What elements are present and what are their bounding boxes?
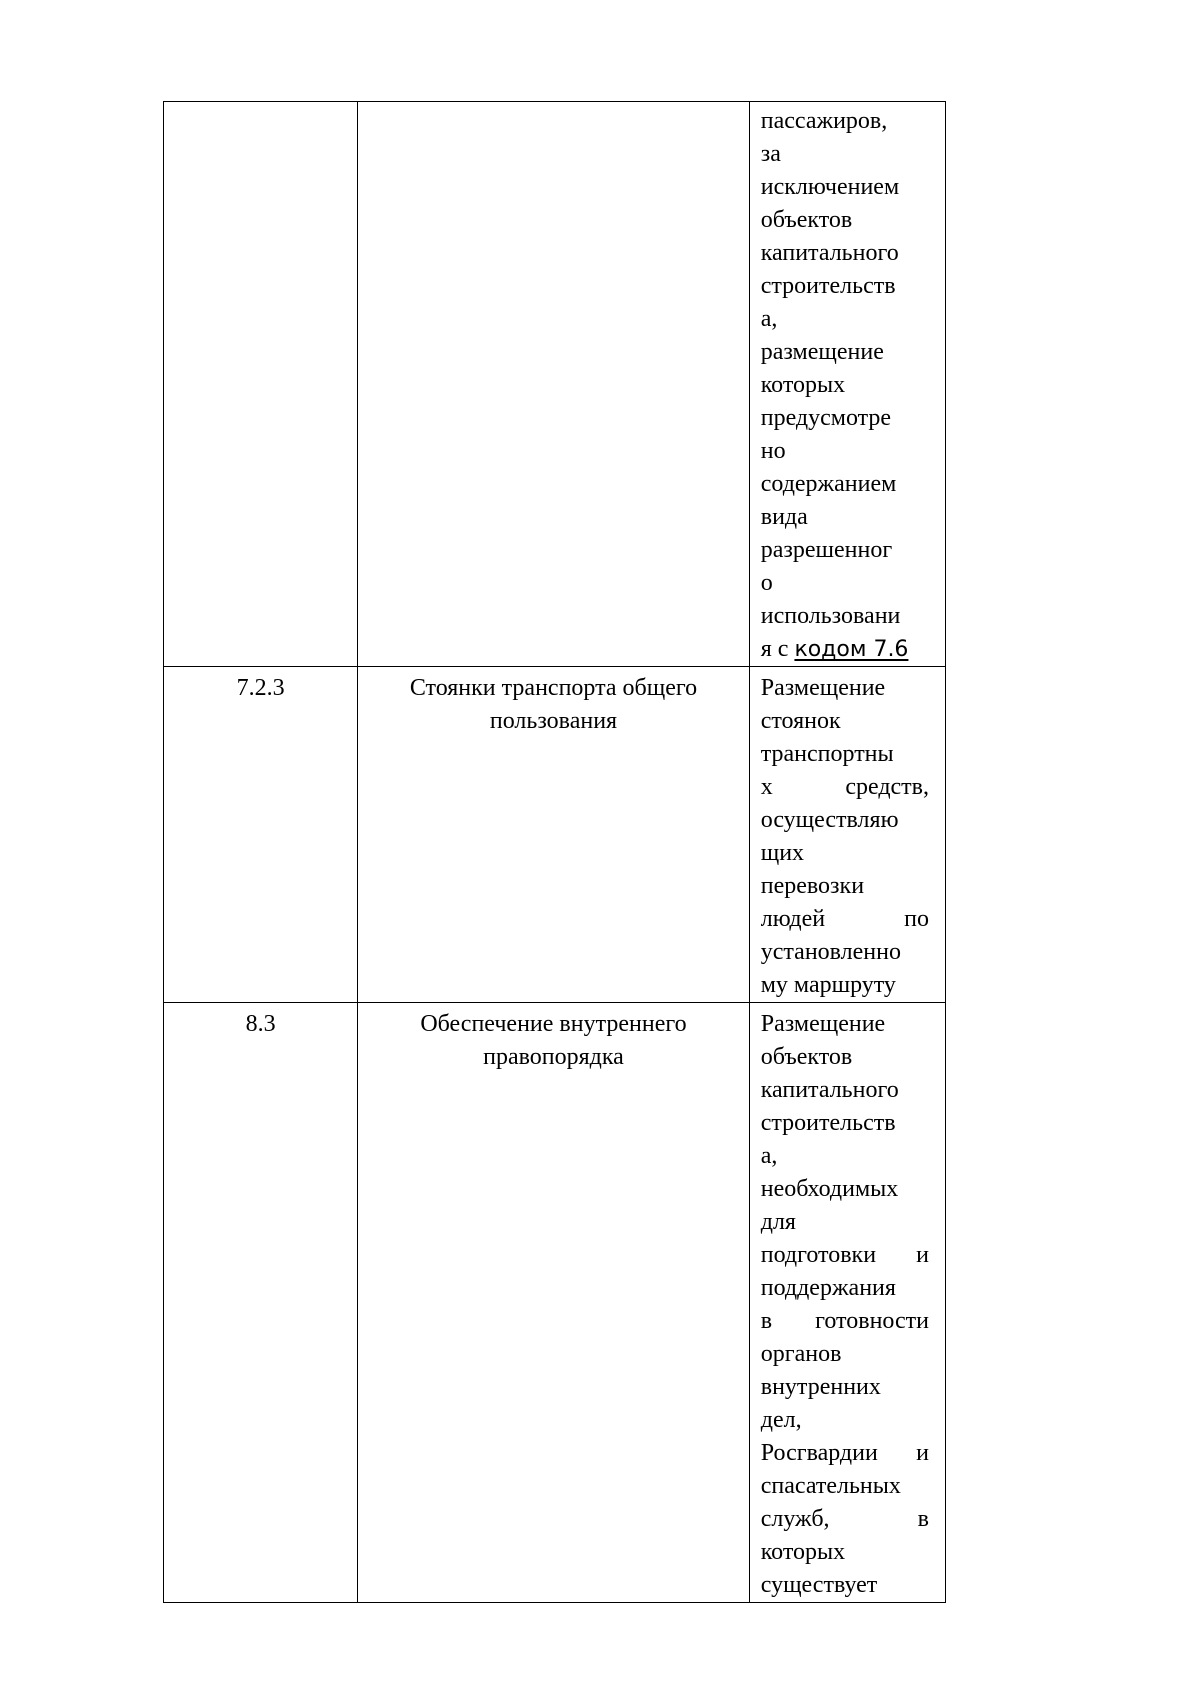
description-cell xyxy=(749,1003,945,1603)
description-line: которых xyxy=(760,372,846,398)
description-line: Росгвардии и xyxy=(760,1440,929,1466)
description-line-last xyxy=(761,633,929,666)
description-line: перевозки xyxy=(760,873,865,899)
description-line: необходимых xyxy=(760,1176,899,1202)
name-cell xyxy=(358,102,750,667)
description-line: о xyxy=(760,570,773,596)
description-line: Размещение xyxy=(760,1011,886,1037)
description-text xyxy=(750,667,945,1002)
description-line: му маршруту xyxy=(760,972,896,998)
description-line: стоянок xyxy=(760,708,841,734)
table-row xyxy=(164,1003,946,1603)
description-line: Размещение xyxy=(760,675,886,701)
name-text: Стоянки транспорта общего пользования xyxy=(409,675,698,734)
description-line: для xyxy=(760,1209,796,1235)
description-line: капитального xyxy=(760,1077,899,1103)
name-cell xyxy=(358,667,750,1003)
code-text: 8.3 xyxy=(245,1011,276,1037)
description-line: транспортны xyxy=(760,741,894,767)
description-line: а, xyxy=(760,306,778,332)
description-line: в готовности xyxy=(760,1308,929,1334)
description-line: использовани xyxy=(760,603,901,629)
description-line: за xyxy=(760,141,781,167)
description-line: существует xyxy=(760,1572,878,1598)
table-row xyxy=(164,667,946,1003)
code-reference-link[interactable]: кодом 7.6 xyxy=(794,637,909,662)
code-text: 7.2.3 xyxy=(236,675,285,701)
description-line: установленно xyxy=(760,939,901,965)
description-line: спасательных xyxy=(760,1473,901,1499)
description-line: предусмотре xyxy=(760,405,892,431)
description-line: размещение xyxy=(760,339,884,365)
description-line: исключением xyxy=(760,174,900,200)
description-line: поддержания xyxy=(760,1275,896,1301)
description-line: содержанием xyxy=(760,471,897,497)
description-text xyxy=(750,1003,945,1602)
description-line: объектов xyxy=(760,1044,853,1070)
description-line: служб, в xyxy=(760,1506,929,1532)
description-line: осуществляю xyxy=(760,807,899,833)
description-line: органов xyxy=(760,1341,842,1367)
description-line: вида xyxy=(760,504,808,530)
description-cell xyxy=(749,102,945,667)
description-line: строительств xyxy=(760,1110,896,1136)
description-line: разрешенног xyxy=(760,537,893,563)
description-line: объектов xyxy=(760,207,853,233)
description-line: людей по xyxy=(760,906,929,932)
description-line: капитального xyxy=(760,240,899,266)
description-cell xyxy=(749,667,945,1003)
description-line: подготовки и xyxy=(760,1242,929,1268)
land-use-table xyxy=(163,101,946,1603)
name-text xyxy=(358,102,749,107)
code-cell xyxy=(164,102,358,667)
name-text: Обеспечение внутреннего правопорядка xyxy=(420,1011,687,1070)
name-cell xyxy=(358,1003,750,1603)
code-text xyxy=(164,102,357,107)
description-line: внутренних xyxy=(760,1374,881,1400)
table-row xyxy=(164,102,946,667)
description-line: которых xyxy=(760,1539,846,1565)
description-text xyxy=(750,102,945,666)
description-line: щих xyxy=(760,840,805,866)
code-cell xyxy=(164,667,358,1003)
description-line: а, xyxy=(760,1143,778,1169)
description-line: пассажиров, xyxy=(760,108,888,134)
description-line: х средств, xyxy=(760,774,929,800)
description-line: дел, xyxy=(760,1407,802,1433)
code-cell xyxy=(164,1003,358,1603)
description-line: но xyxy=(760,438,786,464)
description-line: строительств xyxy=(760,273,896,299)
description-last-prefix: я с xyxy=(760,636,795,662)
